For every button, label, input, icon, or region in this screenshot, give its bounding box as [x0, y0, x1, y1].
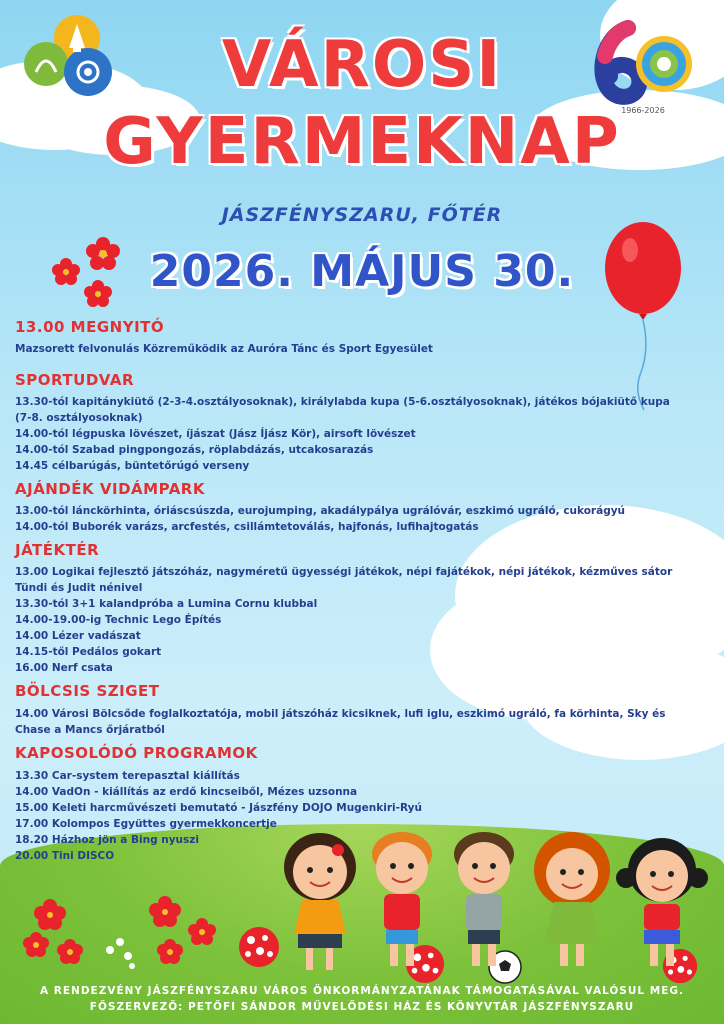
section-title: AJÁNDÉK VIDÁMPARK — [15, 480, 205, 498]
program-line: 13.00 Logikai fejlesztő játszóház, nagyméretű ügyességi játékok, népi fajátékok, népi játékok, kézműves sátor — [15, 566, 673, 578]
program-list — [15, 318, 675, 864]
event-date: 2026. MÁJUS 30. — [149, 246, 575, 297]
section-bolcsis — [15, 682, 675, 738]
program-line: 13.30-tól 3+1 kalandpróba a Lumina Cornu klubbal — [15, 598, 318, 610]
title-line-1: VÁROSI — [221, 28, 503, 102]
child-girl-3 — [616, 838, 708, 966]
program-line: 14.15-től Pedálos gokart — [15, 646, 162, 658]
title-line-2: GYERMEKNAP — [103, 105, 621, 179]
red-flowers-bottom — [20, 890, 250, 980]
location-subtitle: JÁSZFÉNYSZARU, FŐTÉR — [221, 204, 503, 226]
child-girl-1 — [284, 833, 356, 970]
section-vidampark — [15, 480, 675, 535]
program-line: 14.00 VadOn - kiállítás az erdő kincseiből, Mézes uzsonna — [15, 786, 358, 798]
program-line: 13.30-tól kapitánykiütő (2-3-4.osztályosoknak), királylabda kupa (5-6.osztályosoknak), játékos bójakiütő kupa (7-8. osztályosoknak) — [15, 396, 670, 424]
program-line: Mazsorett felvonulás Közreműködik az Auróra Tánc és Sport Egyesület — [15, 343, 433, 355]
child-boy-1 — [372, 832, 432, 966]
section-title: BÖLCSIS SZIGET — [15, 682, 160, 700]
program-line: 20.00 Tini DISCO — [15, 850, 115, 862]
program-line: 14.00-tól Szabad pingpongozás, röplabdázás, utcakosarazás — [15, 444, 374, 456]
section-opening — [15, 318, 675, 357]
logo-caption: 1966-2026 — [621, 106, 665, 115]
child-girl-2 — [534, 832, 610, 966]
program-line: 16.00 Nerf csata — [15, 662, 113, 674]
program-line: 15.00 Keleti harcművészeti bemutató - Jászfény DOJO Mugenkiri-Ryú — [15, 802, 422, 814]
program-line: 13.30 Car-system terepasztal kiállítás — [15, 770, 240, 782]
program-line: Tündi és Judit nénivel — [15, 582, 143, 594]
program-line: 17.00 Kolompos Együttes gyermekkoncertje — [15, 818, 277, 830]
program-line: 14.00-tól Buborék varázs, arcfestés, csillámtetoválás, hajfonás, lufihajtogatás — [15, 521, 479, 533]
program-line: 18.20 Házhoz jön a Bing nyuszi — [15, 834, 199, 846]
section-title: JÁTÉKTÉR — [15, 541, 100, 559]
program-line: 14.00 Lézer vadászat — [15, 630, 141, 642]
child-boy-2 — [454, 832, 514, 966]
footer-line-1: A RENDEZVÉNY JÁSZFÉNYSZARU VÁROS ÖNKORMÁNYZATÁNAK TÁMOGATÁSÁVAL VALÓSUL MEG. — [40, 985, 684, 997]
section-title: SPORTUDVAR — [15, 371, 135, 389]
program-line: 13.00-tól lánckörhinta, óriáscsúszda, eurojumping, akadálypálya ugrálóvár, eszkimó ugráló, cukorágyú — [15, 505, 626, 517]
red-flowers-top — [48, 232, 138, 312]
program-line: 14.00-19.00-ig Technic Lego Építés — [15, 614, 222, 626]
footer-line-2: FŐSZERVEZŐ: PETŐFI SÁNDOR MŰVELŐDÉSI HÁZ ÉS KÖNYVTÁR JÁSZFÉNYSZARU — [89, 1001, 635, 1013]
children-illustration — [262, 822, 722, 992]
section-title: 13.00 MEGNYITÓ — [15, 318, 165, 336]
program-line: 14.45 célbarúgás, büntetőrúgó verseny — [15, 460, 250, 472]
program-line: 14.00-tól légpuska lövészet, íjászat (Jász Íjász Kör), airsoft lövészet — [15, 428, 416, 440]
section-jatekter — [15, 541, 675, 676]
section-sportudvar — [15, 371, 675, 474]
program-line: 14.00 Városi Bölcsőde foglalkoztatója, mobil játszóház kicsiknek, lufi iglu, eszkimó ugráló, fa körhinta, Sky és Chase a Mancs őrjáratból — [15, 708, 666, 736]
section-title: KAPOSOLÓDÓ PROGRAMOK — [15, 744, 258, 762]
